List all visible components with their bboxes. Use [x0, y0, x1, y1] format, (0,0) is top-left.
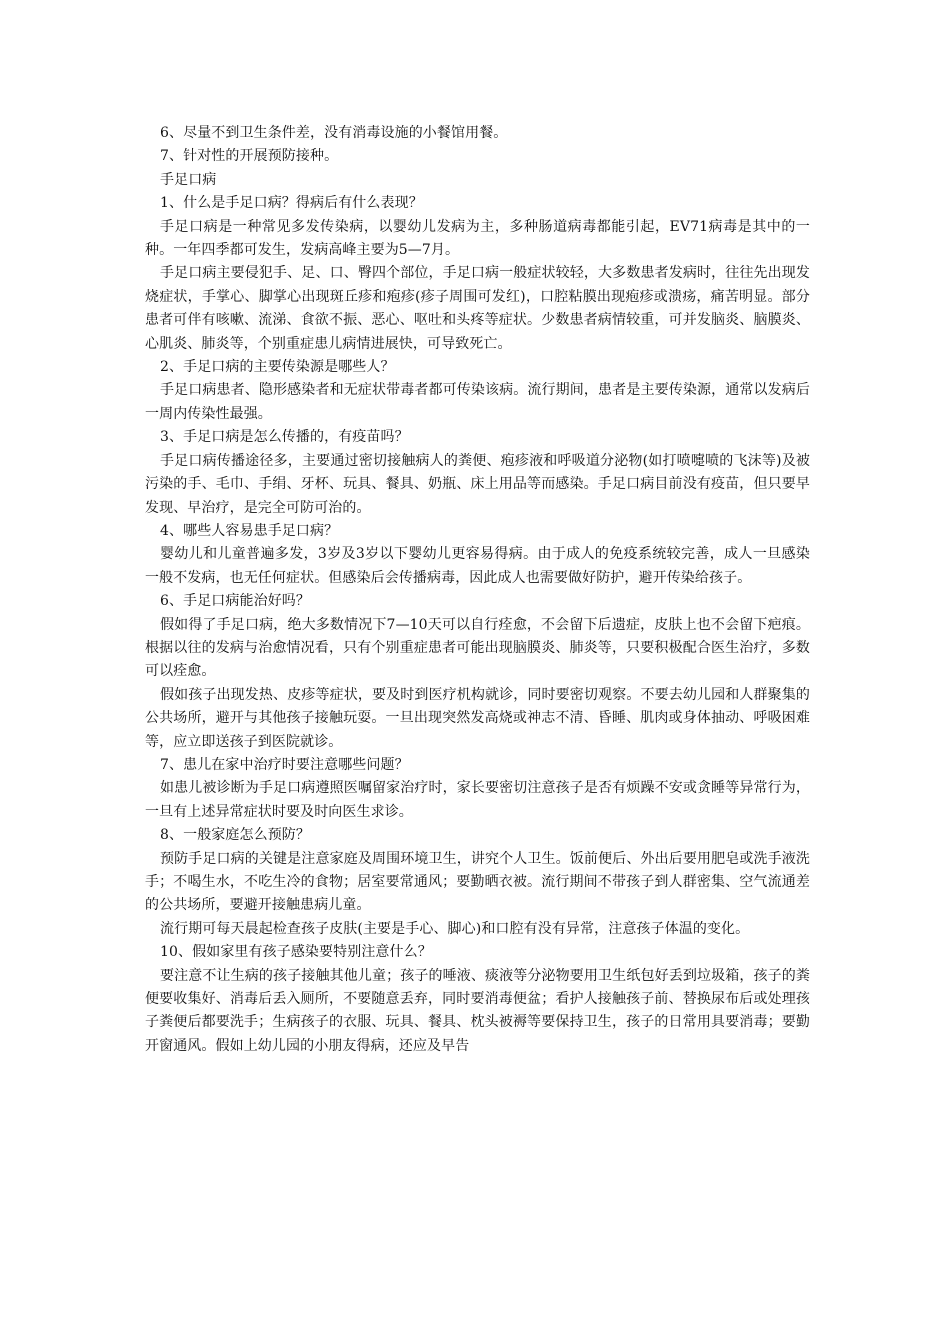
answer-1b: 手足口病主要侵犯手、足、口、臀四个部位，手足口病一般症状较轻，大多数患者发病时，往往先出现发烧症状，手掌心、脚掌心出现斑丘疹和疱疹(疹子周围可发红)，口腔粘膜出现疱疹或溃疡，痛苦明显。部分患者可伴有咳嗽、流涕、食欲不振、恶心、呕吐和头疼等症状。少数患者病情较重，可并发脑炎、脑膜炎、心肌炎、肺炎等，个别重症患儿病情进展快，可导致死亡。 — [145, 265, 810, 352]
answer-2: 手足口病患者、隐形感染者和无症状带毒者都可传染该病。流行期间，患者是主要传染源，通常以发病后一周内传染性最强。 — [145, 382, 810, 422]
question-10: 10、假如家里有孩子感染要特别注意什么？ — [160, 944, 432, 961]
answer-8a: 预防手足口病的关键是注意家庭及周围环境卫生，讲究个人卫生。饭前便后、外出后要用肥皂或洗手液洗手；不喝生水，不吃生冷的食物；居室要常通风；要勤晒衣被。流行期间不带孩子到人群密集、空气流通差的公共场所，要避开接触患病儿童。 — [145, 850, 810, 914]
answer-8b: 流行期可每天晨起检查孩子皮肤(主要是手心、脚心)和口腔有没有异常，注意孩子体温的变化。 — [160, 920, 750, 937]
question-4: 4、哪些人容易患手足口病？ — [160, 522, 339, 539]
question-6: 6、手足口病能治好吗？ — [160, 593, 311, 610]
answer-1a: 手足口病是一种常见多发传染病，以婴幼儿发病为主，多种肠道病毒都能引起，EV71病毒是其中的一种。一年四季都可发生，发病高峰主要为5—7月。 — [145, 218, 810, 259]
document-page — [145, 122, 810, 1058]
answer-3: 手足口病传播途径多，主要通过密切接触病人的粪便、疱疹液和呼吸道分泌物(如打喷嚏喷的飞沫等)及被污染的手、毛巾、手绢、牙杯、玩具、餐具、奶瓶、床上用品等而感染。手足口病目前没有疫苗，但只要早发现、早治疗，是完全可防可治的。 — [145, 452, 810, 516]
question-8: 8、一般家庭怎么预防？ — [160, 827, 311, 844]
question-1: 1、什么是手足口病？得病后有什么表现？ — [160, 195, 423, 212]
answer-6b: 假如孩子出现发热、皮疹等症状，要及时到医疗机构就诊，同时要密切观察。不要去幼儿园和人群聚集的公共场所，避开与其他孩子接触玩耍。一旦出现突然发高烧或神志不清、昏睡、肌肉或身体抽动、呼吸困难等，应立即送孩子到医院就诊。 — [145, 686, 810, 750]
paragraph-tip-7: 7、针对性的开展预防接种。 — [160, 148, 339, 165]
answer-6a: 假如得了手足口病，绝大多数情况下7—10天可以自行痊愈，不会留下后遗症，皮肤上也不会留下疤痕。根据以往的发病与治愈情况看，只有个别重症患者可能出现脑膜炎、肺炎等，只要积极配合医生治疗，多数可以痊愈。 — [145, 616, 810, 680]
paragraph-tip-6: 6、尽量不到卫生条件差，没有消毒设施的小餐馆用餐。 — [160, 125, 508, 141]
answer-10: 要注意不让生病的孩子接触其他儿童；孩子的唾液、痰液等分泌物要用卫生纸包好丢到垃圾箱，孩子的粪便要收集好、消毒后丢入厕所，不要随意丢弃，同时要消毒便盆；看护人接触孩子前、替换尿布后或处理孩子粪便后都要洗手；生病孩子的衣服、玩具、餐具、枕头被褥等要保持卫生，孩子的日常用具要消毒；要勤开窗通风。假如上幼儿园的小朋友得病，还应及早告 — [145, 967, 810, 1054]
section-title: 手足口病 — [160, 171, 217, 188]
question-2: 2、手足口病的主要传染源是哪些人？ — [160, 359, 395, 376]
question-3: 3、手足口病是怎么传播的，有疫苗吗？ — [160, 429, 409, 446]
answer-7: 如患儿被诊断为手足口病遵照医嘱留家治疗时，家长要密切注意孩子是否有烦躁不安或贪睡等异常行为，一旦有上述异常症状时要及时向医生求诊。 — [145, 780, 810, 820]
answer-4: 婴幼儿和儿童普遍多发，3岁及3岁以下婴幼儿更容易得病。由于成人的免疫系统较完善，成人一旦感染一般不发病，也无任何症状。但感染后会传播病毒，因此成人也需要做好防护，避开传染给孩子。 — [145, 546, 810, 586]
question-7: 7、患儿在家中治疗时要注意哪些问题？ — [160, 756, 409, 773]
